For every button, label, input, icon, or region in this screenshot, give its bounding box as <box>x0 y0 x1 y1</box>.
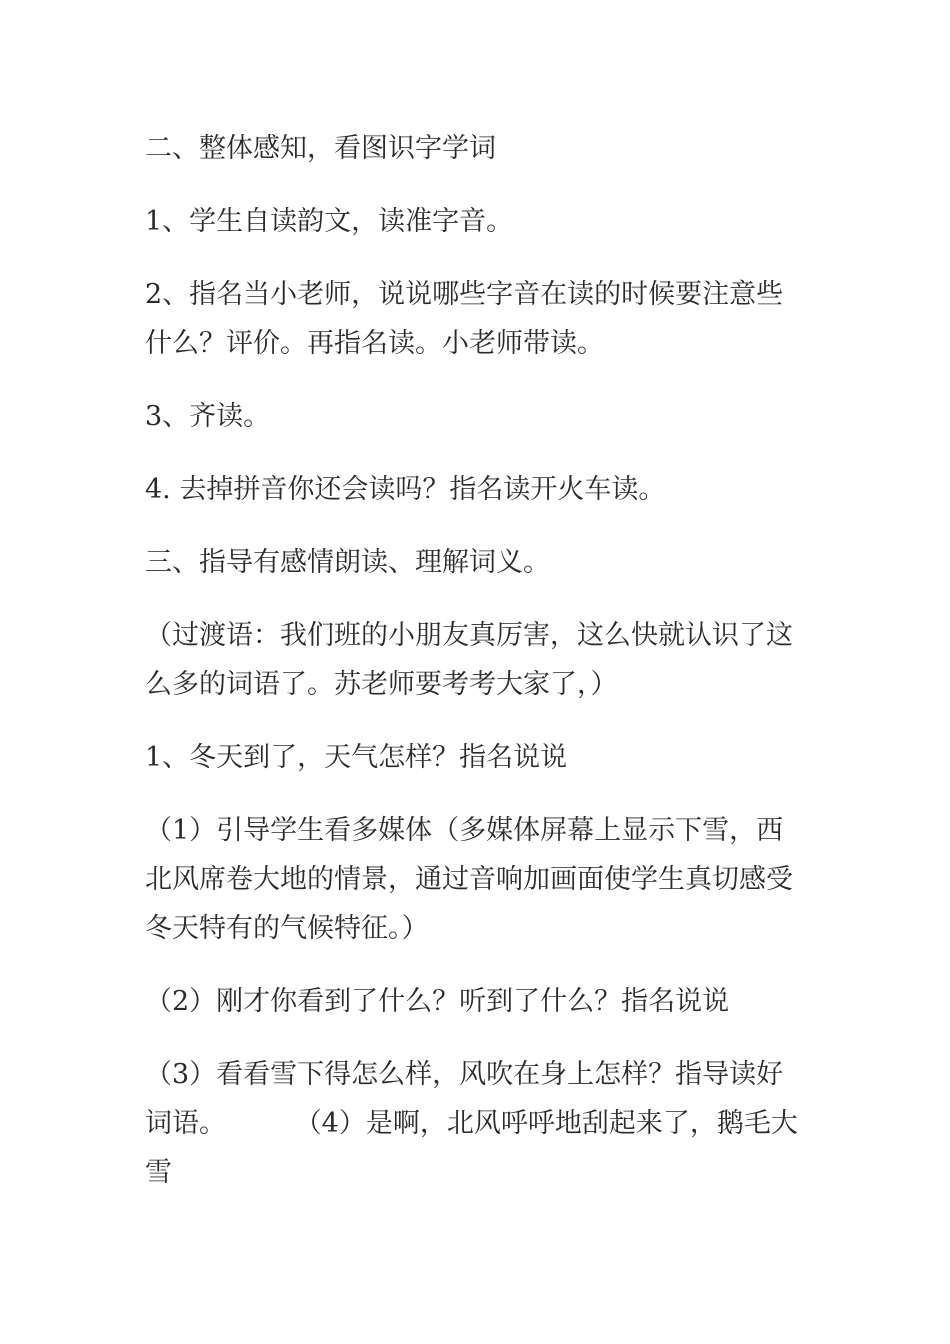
step-paragraph-4: 4. 去掉拼音你还会读吗？指名读开火车读。 <box>145 474 666 505</box>
sub-step-paragraph-1: （1）引导学生看多媒体（多媒体屏幕上显示下雪，西北风席卷大地的情景，通过音响加画面使学生真切感受冬天特有的气候特征。） <box>145 815 793 944</box>
step-paragraph-2: 2、指名当小老师，说说哪些字音在读的时候要注意些什么？评价。再指名读。小老师带读。 <box>145 279 784 359</box>
transition-paragraph: （过渡语：我们班的小朋友真厉害，这么快就认识了这么多的词语了。苏老师要考考大家了，） <box>145 620 793 700</box>
document-body <box>145 124 810 1221</box>
step-paragraph-3: 3、齐读。 <box>145 401 271 432</box>
sub-step-paragraph-3: （3）看看雪下得怎么样，风吹在身上怎样？指导读好词语。 （4）是啊，北风呼呼地刮起来了，鹅毛大雪 <box>145 1059 798 1188</box>
section-heading-2: 二、整体感知，看图识字学词 <box>145 133 496 164</box>
section-heading-3: 三、指导有感情朗读、理解词义。 <box>145 547 550 578</box>
sub-step-paragraph-2: （2）刚才你看到了什么？听到了什么？指名说说 <box>145 986 730 1017</box>
question-paragraph: 1、冬天到了，天气怎样？指名说说 <box>145 742 568 773</box>
step-paragraph-1: 1、学生自读韵文，读准字音。 <box>145 206 514 237</box>
